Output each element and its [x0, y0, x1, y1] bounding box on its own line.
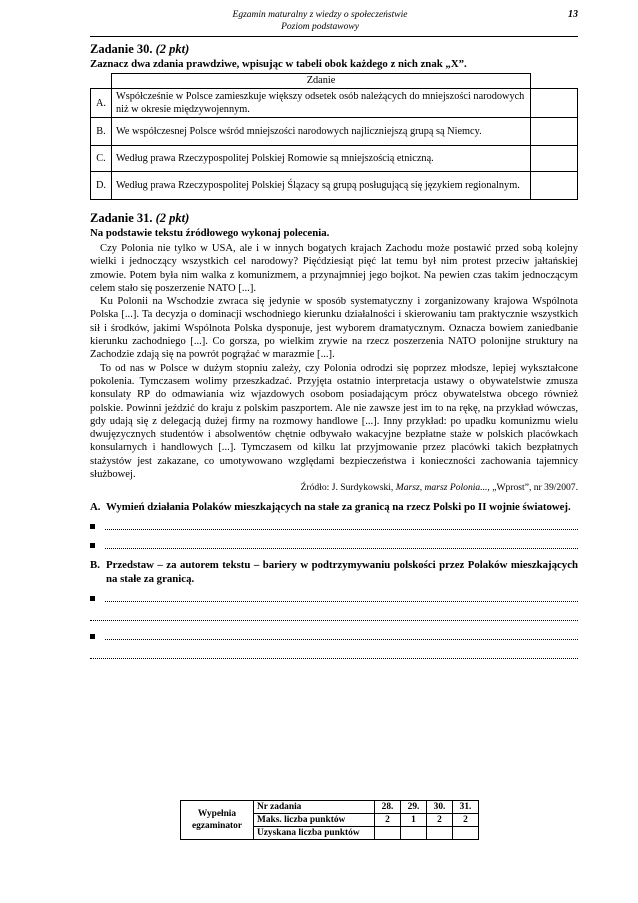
table-row — [91, 89, 578, 118]
task30-instruction: Zaznacz dwa zdania prawdziwe, wpisując w tabeli obok każdego z nich znak „X”. — [90, 58, 467, 70]
question-b-text: Przedstaw – za autorem tekstu – bariery w podtrzymywaniu polskości przez Polaków mieszkających na stałe za granicą. — [106, 559, 578, 586]
task-number-cell: 30. — [427, 801, 453, 814]
question-b-letter: B. — [90, 559, 100, 572]
bullet-icon — [90, 543, 95, 548]
scored-points-cell[interactable] — [401, 827, 427, 840]
row-letter: D. — [91, 172, 112, 200]
row-statement: Według prawa Rzeczypospolitej Polskiej Ślązacy są grupą posługującą się językiem regionalnym. — [112, 172, 531, 200]
answer-line[interactable] — [90, 533, 578, 552]
question-a-text: Wymień działania Polaków mieszkających na stałe za granicą na rzecz Polski po II wojnie światowej. — [106, 501, 571, 514]
bullet-icon — [90, 596, 95, 601]
row-statement: Współcześnie w Polsce zamieszkuje większy odsetek osób należących do mniejszości narodowych niż w okresie międzywojennym. — [112, 89, 531, 118]
question-b — [90, 558, 578, 586]
task-number-cell: 29. — [401, 801, 427, 814]
task31-instruction: Na podstawie tekstu źródłowego wykonaj polecenia. — [90, 227, 330, 239]
task30-number: Zadanie 30. — [90, 42, 153, 56]
task30-table-header — [91, 74, 578, 89]
task30-points: (2 pkt) — [155, 42, 190, 56]
task30-table — [90, 73, 578, 200]
table-row — [91, 146, 578, 172]
answer-cell-d[interactable] — [531, 172, 578, 200]
bullet-icon — [90, 634, 95, 639]
table-row — [91, 118, 578, 146]
row-letter: C. — [91, 146, 112, 172]
grader-row-label: Maks. liczba punktów — [254, 814, 375, 827]
answer-line[interactable] — [90, 586, 578, 605]
scored-points-cell[interactable] — [427, 827, 453, 840]
source-paragraph: Ku Polonii na Wschodzie zwraca się jedynie w sposób systematyczny i zorganizowany krajowa Wspólnota Polska [...]. Ta decyzja o dominacji wschodniego kierunku działalności i skierowaniu tam praktycznie wszystkich sił i środków, jakimi Wspólnota Polska dysponuje, jest wyborem dramatycznym. Oznacza bowiem zaniedbanie kierunku zachodniego [...]. Co gorsza, po wielkim zrywie na rzecz poszerzenia NATO polonijne struktury na Zachodzie zdają się na powrót pogrążać w marazmie [...]. — [90, 296, 578, 361]
scored-points-cell[interactable] — [453, 827, 479, 840]
task30-title — [90, 41, 578, 57]
question-a — [90, 500, 578, 514]
answer-line[interactable] — [90, 624, 578, 643]
page-content — [90, 41, 578, 662]
page-header — [90, 9, 550, 33]
answer-cell-c[interactable] — [531, 146, 578, 172]
question-a-letter: A. — [90, 501, 101, 514]
grader-row-label: Uzyskana liczba punktów — [254, 827, 375, 840]
header-exam-title: Egzamin maturalny z wiedzy o społeczeństwie — [232, 10, 408, 20]
source-paragraph: Czy Polonia nie tylko w USA, ale i w innych bogatych krajach Zachodu może postawić przed sobą kolejny wielki i jednoczący wszystkich cel narodowy? Pięćdziesiąt pięć lat temu był nim protest przeciw jałtańskiej zmowie. Potem była nim walka z komunizmem, a przynajmniej jego bojkot. Na pewien czas takim jednoczącym celem stało się poszerzenie NATO [...]. — [90, 243, 578, 294]
table-row — [91, 172, 578, 200]
task31-points: (2 pkt) — [155, 211, 190, 225]
source-citation: Źródło: J. Surdykowski, Marsz, marsz Polonia..., „Wprost”, nr 39/2007. — [300, 482, 578, 494]
grader-table — [180, 800, 479, 840]
task30-column-header: Zdanie — [112, 74, 531, 89]
scored-points-cell[interactable] — [375, 827, 401, 840]
answer-line[interactable] — [90, 514, 578, 533]
max-points-cell: 2 — [453, 814, 479, 827]
answer-cell-a[interactable] — [531, 89, 578, 118]
grader-row-label: Nr zadania — [254, 801, 375, 814]
max-points-cell: 1 — [401, 814, 427, 827]
max-points-cell: 2 — [375, 814, 401, 827]
task31-title — [90, 210, 578, 226]
task-number-cell: 31. — [453, 801, 479, 814]
row-letter: B. — [91, 118, 112, 146]
page-number: 13 — [568, 9, 578, 20]
row-letter: A. — [91, 89, 112, 118]
source-text — [90, 242, 578, 481]
max-points-cell: 2 — [427, 814, 453, 827]
row-statement: We współczesnej Polsce wśród mniejszości narodowych najliczniejszą grupą są Niemcy. — [112, 118, 531, 146]
answer-cell-b[interactable] — [531, 118, 578, 146]
row-statement: Według prawa Rzeczypospolitej Polskiej Romowie są mniejszością etniczną. — [112, 146, 531, 172]
answer-line[interactable] — [90, 605, 578, 624]
source-paragraph: To od nas w Polsce w dużym stopniu zależy, czy Polonia odrodzi się poprzez młodsze, lepiej wykształcone pokolenia. Tymczasem wolimy przeszkadzać. Przyjęta ostatnio interpretacja ustawy o obywatelstwie zmusza konsulaty RP do odmawiania wiz wjazdowych osobom posiadającym prócz obywatelstwa obcego również polskie. Powinni jeździć do kraju z polskim paszportem. Ale nie zawsze jest im to na rękę, na przykład wówczas, gdy udają się z delegacją dużej firmy na rozmowy handlowe [...]. Inny przykład: po upadku komunizmu wielu dwujęzycznych studentów i absolwentów chętnie odbywało wakacyjne bezpłatne staże w polskich placówkach konsularnych i handlowych [...]. Tymczasem od kilku lat przyjmowanie przez placówki takich bezpłatnych stażystów jest zakazane, co umotywowano względami bezpieczeństwa i konieczności zachowania tajemnicy służbowej. — [90, 362, 578, 481]
answer-line[interactable] — [90, 643, 578, 662]
task-number-cell: 28. — [375, 801, 401, 814]
header-divider — [90, 36, 578, 37]
grader-row-task-numbers — [181, 801, 479, 814]
grader-label: Wypełnia egzaminator — [181, 801, 254, 840]
header-level: Poziom podstawowy — [281, 22, 359, 32]
bullet-icon — [90, 524, 95, 529]
task31-number: Zadanie 31. — [90, 211, 153, 225]
